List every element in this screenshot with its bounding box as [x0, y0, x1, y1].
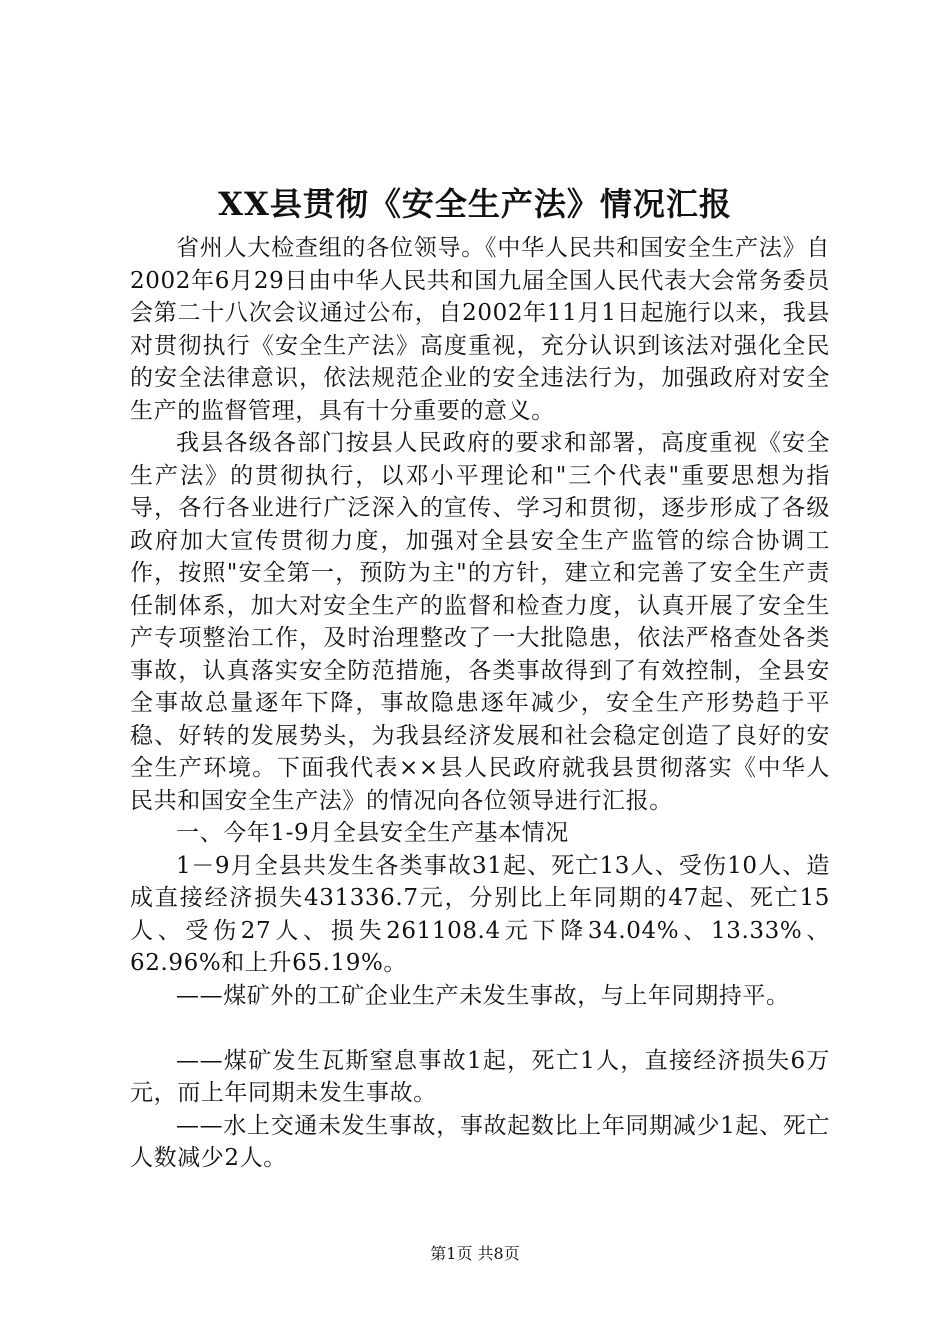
paragraph-statistics: 1－9月全县共发生各类事故31起、死亡13人、受伤10人、造成直接经济损失431336.7元，分别比上年同期的47起、死亡15人、受伤27人、损失261108.4元下降34.04%、13.33%、62.96%和上升65.19%。 [130, 852, 830, 976]
paragraph-industrial: ——煤矿外的工矿企业生产未发生事故，与上年同期持平。 [176, 982, 790, 1009]
page-footer: 第1页 共8页 [430, 1244, 520, 1263]
section-heading-1: 一、今年1-9月全县安全生产基本情况 [176, 820, 569, 846]
paragraph-coal-mine: ——煤矿发生瓦斯窒息事故1起，死亡1人，直接经济损失6万元，而上年同期未发生事故。 [130, 1047, 830, 1106]
paragraph-implementation: 我县各级各部门按县人民政府的要求和部署，高度重视《安全生产法》的贯彻执行，以邓小平理论和"三个代表"重要思想为指导，各行各业进行广泛深入的宣传、学习和贯彻，逐步形成了各级政府加大宣传贯彻力度，加强对全县安全生产监管的综合协调工作，按照"安全第一，预防为主"的方针，建立和完善了安全生产责任制体系，加大对安全生产的监督和检查力度，认真开展了安全生产专项整治工作，及时治理整改了一大批隐患，依法严格查处各类事故，认真落实安全防范措施，各类事故得到了有效控制，全县安全事故总量逐年下降，事故隐患逐年减少，安全生产形势趋于平稳、好转的发展势头，为我县经济发展和社会稳定创造了良好的安全生产环境。下面我代表××县人民政府就我县贯彻落实《中华人民共和国安全生产法》的情况向各位领导进行汇报。 [130, 430, 830, 814]
blank-line [130, 1012, 830, 1045]
paragraph-water-traffic: ——水上交通未发生事故，事故起数比上年同期减少1起、死亡人数减少2人。 [130, 1112, 830, 1171]
document-body [130, 232, 830, 1175]
document-title: XX县贯彻《安全生产法》情况汇报 [218, 185, 732, 223]
paragraph-intro: 省州人大检查组的各位领导。《中华人民共和国安全生产法》自2002年6月29日由中华人民共和国九届全国人民代表大会常务委员会第二十八次会议通过公布，自2002年11月1日起施行以来，我县对贯彻执行《安全生产法》高度重视，充分认识到该法对强化全民的安全法律意识，依法规范企业的安全违法行为，加强政府对安全生产的监督管理，具有十分重要的意义。 [130, 235, 830, 424]
